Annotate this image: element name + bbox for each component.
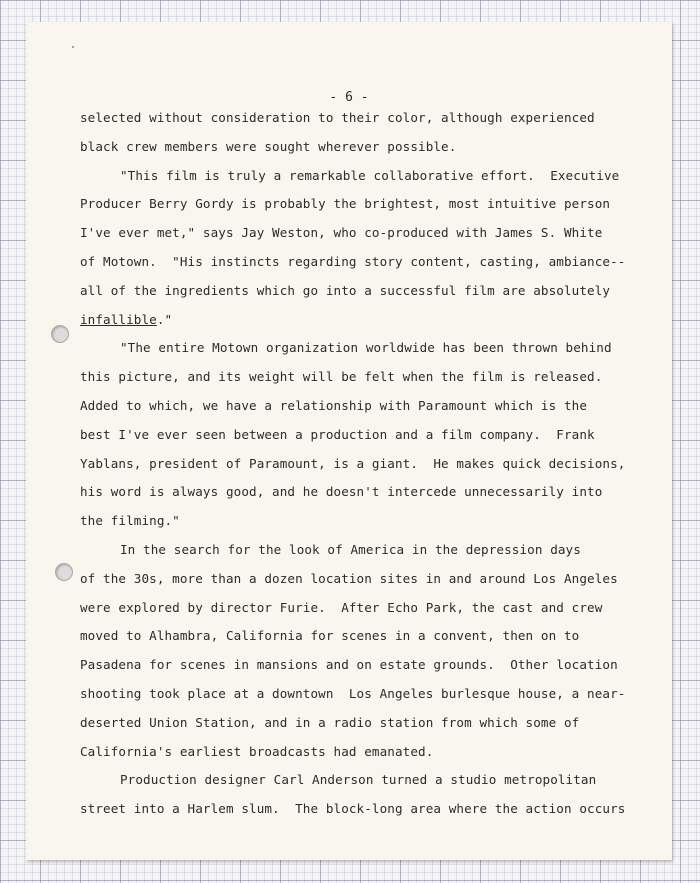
- text-line: California's earliest broadcasts had emanated.: [80, 743, 434, 759]
- text-line: this picture, and its weight will be felt when the film is released.: [80, 369, 603, 385]
- text-line: selected without consideration to their color, although experienced: [80, 110, 595, 125]
- text-line: street into a Harlem slum. The block-long area where the action occurs: [80, 801, 626, 817]
- text-line: [80, 306, 660, 335]
- text-line: black crew members were sought wherever possible.: [80, 138, 457, 154]
- punch-hole: [51, 325, 69, 343]
- text-line: the filming.": [80, 513, 180, 529]
- text-line: I've ever met," says Jay Weston, who co-produced with James S. White: [80, 225, 603, 241]
- text-line: Producer Berry Gordy is probably the brightest, most intuitive person: [80, 196, 611, 212]
- text-line: of Motown. "His instincts regarding story content, casting, ambiance--: [80, 253, 626, 269]
- text-line: of the 30s, more than a dozen location sites in and around Los Angeles: [80, 570, 618, 586]
- text-line: his word is always good, and he doesn't intercede unnecessarily into: [80, 484, 603, 500]
- body-text: [80, 104, 660, 824]
- text-line: moved to Alhambra, California for scenes in a convent, then on to: [80, 628, 580, 644]
- text-line: were explored by director Furie. After Echo Park, the cast and crew: [80, 599, 603, 615]
- text-line: Added to which, we have a relationship with Paramount which is the: [80, 397, 588, 413]
- punch-hole: [55, 563, 73, 581]
- text-line: Production designer Carl Anderson turned a studio metropolitan: [120, 772, 597, 788]
- text-line: Yablans, president of Paramount, is a giant. He makes quick decisions,: [80, 455, 626, 471]
- underlined-word: infallible: [80, 311, 157, 327]
- text-line: "This film is truly a remarkable collaborative effort. Executive: [120, 167, 620, 183]
- page-number: - 6 -: [329, 90, 369, 105]
- text-line: all of the ingredients which go into a successful film are absolutely: [80, 282, 611, 298]
- line-text: .": [156, 311, 173, 327]
- text-line: best I've ever seen between a production and a film company. Frank: [80, 426, 595, 442]
- text-line: In the search for the look of America in the depression days: [120, 541, 581, 557]
- text-line: shooting took place at a downtown Los Angeles burlesque house, a near-: [80, 685, 626, 701]
- text-line: "The entire Motown organization worldwide has been thrown behind: [120, 340, 612, 356]
- text-line: Pasadena for scenes in mansions and on estate grounds. Other location: [80, 657, 618, 673]
- document-page: [26, 22, 672, 860]
- paper-speck: [72, 46, 74, 48]
- text-line: deserted Union Station, and in a radio station from which some of: [80, 714, 580, 730]
